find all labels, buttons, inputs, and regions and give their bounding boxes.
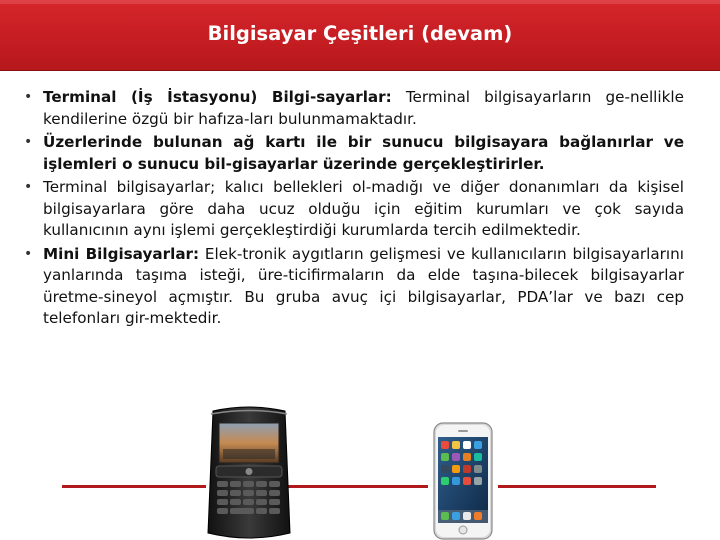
- bullet-icon: •: [24, 179, 33, 195]
- bullet-text: Terminal bilgisayarlar; kalıcı bellekleri ol-madığı ve diğer donanımları da kişisel bilgisayarlara göre daha ucuz olduğu için eğitim kurumları ve çok sayıda kullanıcının aynı işlemi gerçekleştirdiği kurumlarda tercih edilmektedir.: [43, 178, 684, 239]
- bullet-item: [24, 132, 684, 175]
- bullet-bold: Üzerlerinde bulunan ağ kartı ile bir sunucu bilgisayara bağlanırlar ve işlemleri o sunucu bil-gisayarlar üzerinde gerçekleştirirler.: [43, 133, 684, 173]
- bullet-icon: •: [24, 134, 33, 150]
- divider-line-middle: [284, 485, 428, 488]
- bullet-bold: Terminal (İş İstasyonu) Bilgi-sayarlar:: [43, 88, 392, 106]
- iphone-image: [432, 422, 494, 540]
- bullet-item: [24, 244, 684, 330]
- divider-line-right: [498, 485, 656, 488]
- bullet-item: [24, 87, 684, 130]
- bullet-icon: •: [24, 89, 33, 105]
- bullet-list: [24, 87, 684, 332]
- slide-title: Bilgisayar Çeşitleri (devam): [207, 22, 513, 45]
- divider-line-left: [62, 485, 206, 488]
- bullet-bold: Mini Bilgisayarlar:: [43, 244, 200, 263]
- bullet-text: Elek-tronik aygıtların gelişmesi ve kullanıcıların bilgisayarlarını yanlarında taşıma isteği, üre-ticifirmaların da elde taşına-bilecek bilgisayarlar üretme-sineyol açmıştır. Bu gruba avuç içi bilgisayarlar, PDA’lar ve bazı cep telefonları gir-mektedir.: [43, 244, 684, 327]
- title-bar: [0, 0, 720, 71]
- bullet-item: [24, 177, 684, 242]
- title-highlight: [0, 0, 720, 4]
- bullet-icon: •: [24, 245, 33, 262]
- bullet-text: Terminal bilgisayarların ge-nellikle kendilerine özgü bir hafıza-ları bulunmamaktadır.: [43, 88, 684, 128]
- blackberry-phone-image: [205, 405, 293, 540]
